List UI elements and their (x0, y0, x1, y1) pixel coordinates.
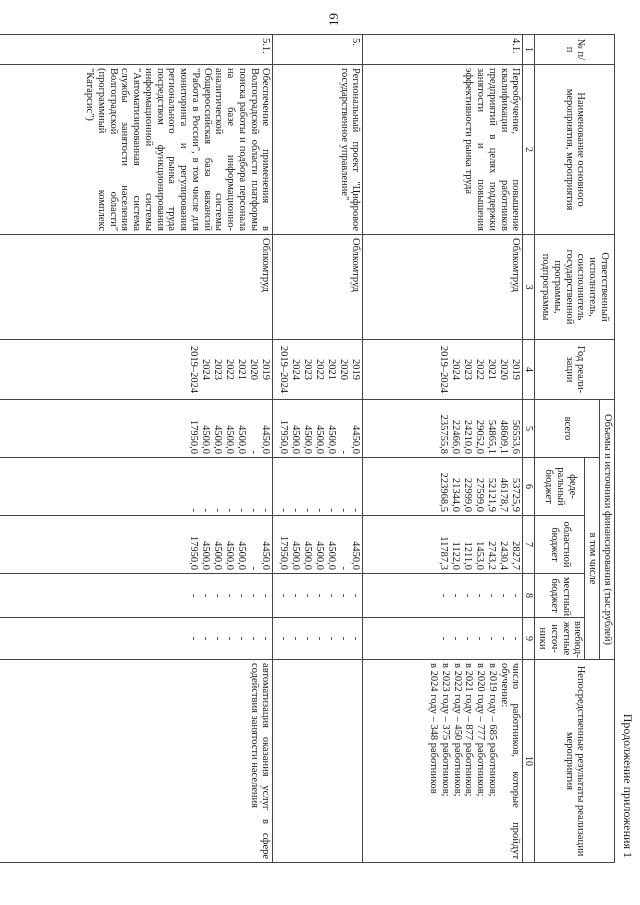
value-line: 2430,4 (498, 541, 510, 570)
value-line: 54865,1 (486, 419, 498, 454)
column-index: 5 (523, 400, 535, 458)
federal-cell (363, 458, 523, 516)
result-cell (273, 660, 363, 863)
value-line: 4500,0 (326, 541, 338, 570)
table-row (0, 35, 273, 863)
value-line: 17950,0 (278, 535, 290, 570)
value-line: - (224, 593, 236, 598)
value-line: 4500,0 (314, 425, 326, 454)
value-line: - (338, 566, 350, 570)
executor: Облкомтруд (363, 235, 523, 340)
value-line: - (278, 636, 290, 641)
header-num: № п/п (535, 35, 615, 65)
value-line: - (462, 593, 474, 598)
offbudget-cell (0, 618, 273, 660)
value-line: 56553,6 (510, 419, 522, 454)
value-line: - (188, 636, 200, 641)
program-table (0, 34, 615, 863)
local-cell (363, 574, 523, 618)
year-cell (0, 340, 273, 400)
value-line: 2024 (450, 359, 462, 380)
value-line: 2024 (290, 359, 302, 380)
year-cell (363, 340, 523, 400)
value-line: 2019–2024 (438, 345, 450, 394)
value-line: - (302, 593, 314, 598)
value-line: - (462, 636, 474, 641)
local-cell (273, 574, 363, 618)
header-row-1 (600, 35, 615, 863)
value-line: - (350, 593, 362, 598)
federal-cell (273, 458, 363, 516)
header-federal: феде-ральный бюджет (535, 458, 585, 516)
value-line: 17950,0 (188, 535, 200, 570)
value-line: 4500,0 (302, 425, 314, 454)
value-line: 4500,0 (236, 541, 248, 570)
value-line: 4450,0 (260, 541, 272, 570)
value-line: 4450,0 (350, 425, 362, 454)
header-year: Год реали-зации (535, 340, 615, 400)
column-index: 8 (523, 574, 535, 618)
column-index: 1 (523, 35, 535, 65)
value-line: 4500,0 (326, 425, 338, 454)
year-cell (273, 340, 363, 400)
result-cell (0, 660, 273, 863)
value-line: 4500,0 (200, 541, 212, 570)
value-line: - (314, 636, 326, 641)
total-cell (363, 400, 523, 458)
executor: Облкомтруд (273, 235, 363, 340)
value-line: 2019 (510, 359, 522, 380)
value-line: - (326, 593, 338, 598)
value-line: 4450,0 (260, 425, 272, 454)
value-line: - (278, 593, 290, 598)
offbudget-cell (363, 618, 523, 660)
value-line: - (338, 593, 350, 598)
value-line: 21344,0 (450, 477, 462, 512)
row-number: 4.1. (363, 35, 523, 65)
header-executor: Ответственный исполнитель, соисполнитель государственной программы, подпрограммы (535, 235, 615, 340)
value-line: - (302, 508, 314, 512)
value-line: 1453,0 (474, 541, 486, 570)
value-line: - (510, 636, 522, 641)
result-line: в 2020 году – 777 работников; (475, 663, 487, 797)
header-total: всего (535, 400, 600, 458)
value-line: - (338, 508, 350, 512)
column-index: 9 (523, 618, 535, 660)
value-line: 4450,0 (350, 541, 362, 570)
value-line: 2827,7 (510, 541, 522, 570)
table-body (0, 35, 523, 863)
offbudget-cell (273, 618, 363, 660)
value-line: 17950,0 (278, 419, 290, 454)
value-line: - (438, 593, 450, 598)
value-line: 1122,0 (450, 541, 462, 570)
value-line: 53725,9 (510, 477, 522, 512)
value-line: - (350, 508, 362, 512)
value-line: - (290, 508, 302, 512)
value-line: - (326, 636, 338, 641)
value-line: - (302, 636, 314, 641)
value-line: - (498, 593, 510, 598)
column-index: 10 (523, 660, 535, 863)
value-line: - (486, 593, 498, 598)
measure-name: Переобучение, повышение квалификации работников предприятий в целях поддержки занятости и повышения эффективности рынка труда (363, 65, 523, 235)
header-name: Наименование основного мероприятия, мероприятия (535, 65, 615, 235)
value-line: - (350, 636, 362, 641)
result-line: в 2019 году – 685 работников; (486, 663, 498, 797)
header-incl: в том числе (585, 458, 600, 660)
federal-cell (0, 458, 273, 516)
column-index: 2 (523, 65, 535, 235)
value-line: - (278, 508, 290, 512)
value-line: - (200, 593, 212, 598)
header-offbudget: внебюд-жетные источ-ники (535, 618, 585, 660)
value-line: 2019 (350, 359, 362, 380)
value-line: 48609,1 (498, 419, 510, 454)
value-line: - (188, 593, 200, 598)
value-line: - (224, 636, 236, 641)
value-line: 52121,9 (486, 477, 498, 512)
value-line: 1211,0 (462, 541, 474, 570)
column-index: 7 (523, 516, 535, 574)
value-line: 2024 (200, 359, 212, 380)
appendix-caption: Продолжение приложения 1 (621, 713, 635, 858)
measure-name: Обеспечение применения в Волгоградской области платформы поиска работы и подбора персонала на базе информационно-аналитической системы Общероссийская база вакансий "Работа в России", в том числе для мониторинга и регулирования регионального рынка труда посредством функционирования информационной системы "Автоматизированная система службы занятости населения Волгоградской области" (программный комплекс "Катарсис") (0, 65, 273, 235)
value-line: 4500,0 (302, 541, 314, 570)
value-line: 4500,0 (200, 425, 212, 454)
local-cell (0, 574, 273, 618)
value-line: 2021 (236, 359, 248, 380)
value-line: 27599,0 (474, 477, 486, 512)
column-index-row (523, 35, 535, 863)
value-line: 2019–2024 (188, 345, 200, 394)
table-row (273, 35, 363, 863)
value-line: 4500,0 (224, 541, 236, 570)
value-line: - (338, 636, 350, 641)
regional-cell (273, 516, 363, 574)
value-line: - (474, 593, 486, 598)
value-line: - (248, 450, 260, 454)
value-line: - (486, 636, 498, 641)
result-line: в 2021 году – 877 работников; (463, 663, 475, 797)
value-line: 2021 (326, 359, 338, 380)
value-line: - (338, 450, 350, 454)
regional-cell (0, 516, 273, 574)
value-line: 4500,0 (224, 425, 236, 454)
value-line: 4500,0 (212, 541, 224, 570)
value-line: - (248, 636, 260, 641)
value-line: 2020 (498, 359, 510, 380)
value-line: 2023 (302, 359, 314, 380)
value-line: 2019 (260, 359, 272, 380)
value-line: - (326, 508, 338, 512)
value-line: - (290, 636, 302, 641)
result-line: в 2024 году – 348 работников (428, 663, 440, 794)
executor: Облкомтруд (0, 235, 273, 340)
value-line: 2022 (474, 359, 486, 380)
value-line: 2022 (314, 359, 326, 380)
result-line: автоматизация оказания услуг в сфере содействия занятости населения (248, 663, 272, 860)
value-line: - (212, 508, 224, 512)
value-line: - (212, 636, 224, 641)
value-line: 4500,0 (212, 425, 224, 454)
value-line: - (200, 636, 212, 641)
value-line: - (224, 508, 236, 512)
value-line: - (438, 636, 450, 641)
column-index: 4 (523, 340, 535, 400)
value-line: - (212, 593, 224, 598)
measure-name: Региональный проект "Цифровое государственное управление" (273, 65, 363, 235)
header-funding: Объемы и источники финансирования (тыс.рублей) (600, 400, 615, 660)
value-line: 235755,8 (438, 414, 450, 454)
value-line: 22999,0 (462, 477, 474, 512)
column-index: 6 (523, 458, 535, 516)
total-cell (273, 400, 363, 458)
value-line: - (236, 508, 248, 512)
value-line: 24210,0 (462, 419, 474, 454)
value-line: 4500,0 (290, 541, 302, 570)
header-result: Непосредственные результаты реализации мероприятия (535, 660, 615, 863)
value-line: 22466,0 (450, 419, 462, 454)
value-line: 4500,0 (290, 425, 302, 454)
value-line: 2020 (338, 359, 350, 380)
value-line: 2743,2 (486, 541, 498, 570)
value-line: 17950,0 (188, 419, 200, 454)
value-line: - (188, 508, 200, 512)
value-line: 4500,0 (236, 425, 248, 454)
result-line: число работников, которые пройдут обучение: (498, 663, 522, 860)
value-line: - (248, 566, 260, 570)
header-local: местный бюджет (535, 574, 585, 618)
rotated-page (50, 30, 635, 870)
result-cell (363, 660, 523, 863)
row-number: 5. (273, 35, 363, 65)
value-line: 223968,5 (438, 472, 450, 512)
value-line: - (450, 636, 462, 641)
value-line: 11787,3 (438, 536, 450, 570)
value-line: - (498, 636, 510, 641)
value-line: 2023 (212, 359, 224, 380)
value-line: - (260, 636, 272, 641)
column-index: 3 (523, 235, 535, 340)
table-row (363, 35, 523, 863)
row-number: 5.1. (0, 35, 273, 65)
value-line: 2023 (462, 359, 474, 380)
page-number: 19 (326, 13, 341, 26)
value-line: - (236, 636, 248, 641)
header-regional: областной бюджет (535, 516, 585, 574)
value-line: 2021 (486, 359, 498, 380)
value-line: - (248, 508, 260, 512)
value-line: 2020 (248, 359, 260, 380)
value-line: - (314, 593, 326, 598)
total-cell (0, 400, 273, 458)
value-line: - (200, 508, 212, 512)
value-line: - (260, 508, 272, 512)
value-line: - (314, 508, 326, 512)
value-line: - (474, 636, 486, 641)
result-line: в 2023 году – 375 работников; (439, 663, 451, 797)
regional-cell (363, 516, 523, 574)
value-line: - (450, 593, 462, 598)
value-line: 2019–2024 (278, 345, 290, 394)
value-line: 29052,0 (474, 419, 486, 454)
value-line: - (290, 593, 302, 598)
value-line: - (236, 593, 248, 598)
value-line: - (260, 593, 272, 598)
result-line: в 2022 году – 450 работников; (451, 663, 463, 797)
value-line: - (248, 593, 260, 598)
value-line: 46178,7 (498, 477, 510, 512)
value-line: 4500,0 (314, 541, 326, 570)
value-line: - (510, 593, 522, 598)
value-line: 2022 (224, 359, 236, 380)
